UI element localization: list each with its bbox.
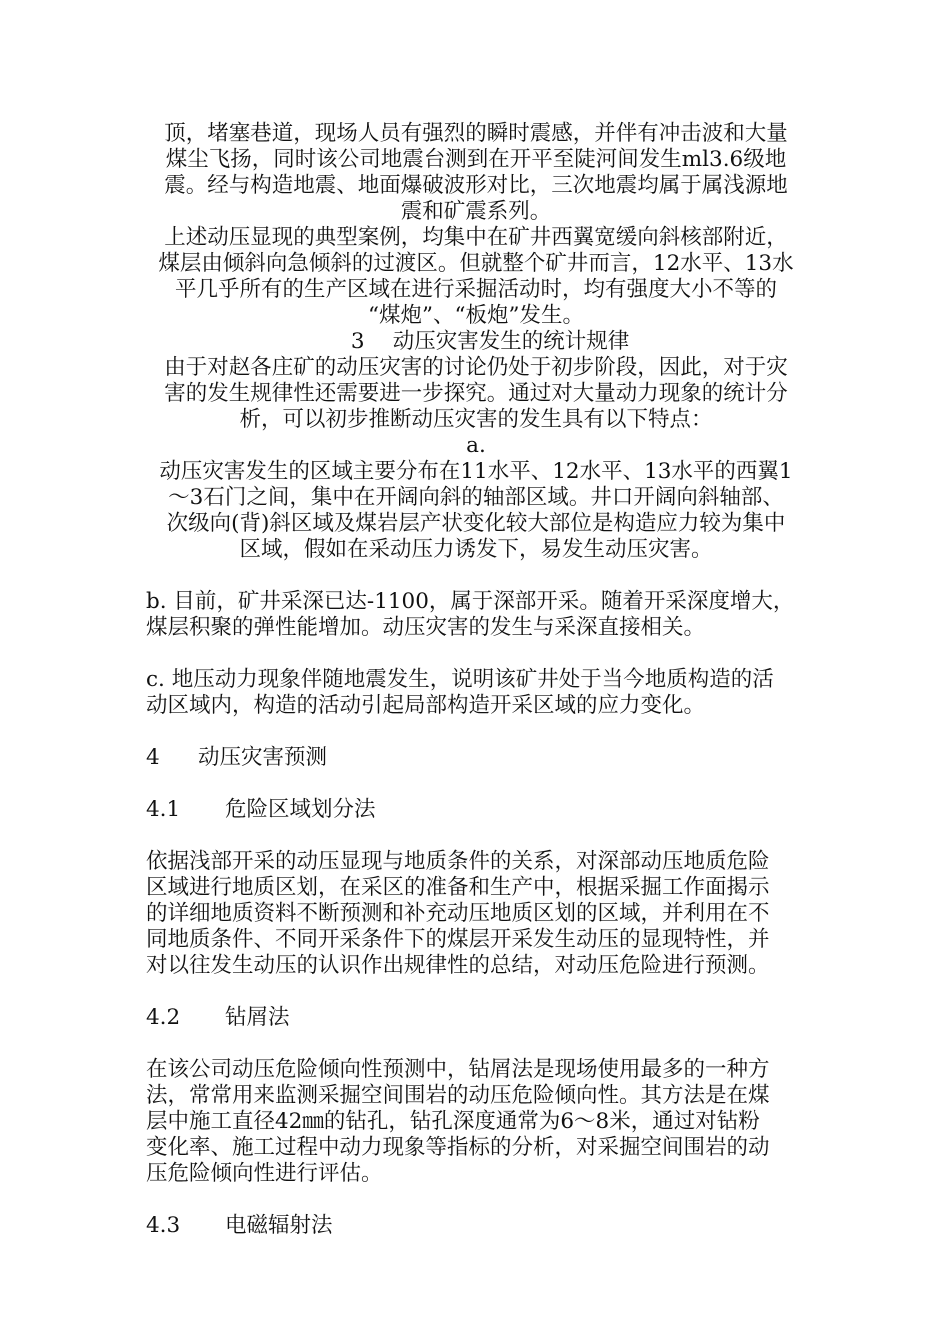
section-title: 动压灾害发生的统计规律: [392, 329, 630, 354]
text-line: c. 地压动力现象伴随地震发生，说明该矿井处于当今地质构造的活: [146, 667, 774, 692]
paragraph-typical-cases: [146, 225, 806, 329]
section-heading-4: [146, 745, 806, 771]
text-line: 动压灾害发生的区域主要分布在11水平、12水平、13水平的西翼1: [159, 459, 793, 484]
text-line: 析，可以初步推断动压灾害的发生具有以下特点：: [239, 407, 713, 432]
text-line: 平几乎所有的生产区域在进行采掘活动时，均有强度大小不等的: [174, 277, 777, 302]
text-line: 区域进行地质区划，在采区的准备和生产中，根据采掘工作面揭示: [146, 875, 770, 900]
text-line: 煤层由倾斜向急倾斜的过渡区。但就整个矿井而言，12水平、13水: [158, 251, 794, 276]
text-line: 动区域内，构造的活动引起局部构造开采区域的应力变化。: [146, 693, 706, 718]
section-number: 4.3: [146, 1213, 181, 1238]
text-line: “煤炮”、“板炮”发生。: [368, 303, 584, 328]
text-line: 依据浅部开采的动压显现与地质条件的关系，对深部动压地质危险: [146, 849, 770, 874]
text-line: 在该公司动压危险倾向性预测中，钻屑法是现场使用最多的一种方: [146, 1057, 770, 1082]
paragraph-statistics-intro: [146, 355, 806, 433]
text-line: 对以往发生动压的认识作出规律性的总结，对动压危险进行预测。: [146, 953, 770, 978]
text-line: 顶，堵塞巷道，现场人员有强烈的瞬时震感，并伴有冲击波和大量: [164, 121, 788, 146]
paragraph-earthquake-event: [146, 121, 806, 225]
section-heading-3: [146, 329, 806, 355]
text-line: ～3石门之间，集中在开阔向斜的轴部区域。井口开阔向斜轴部、: [168, 485, 784, 510]
text-line: 法，常常用来监测采掘空间围岩的动压危险倾向性。其方法是在煤: [146, 1083, 770, 1108]
text-line: 区域，假如在采动压力诱发下，易发生动压灾害。: [239, 537, 713, 562]
text-line: 变化率、施工过程中动力现象等指标的分析，对采掘空间围岩的动: [146, 1135, 770, 1160]
text-line: 压危险倾向性进行评估。: [146, 1161, 383, 1186]
list-item-b: [146, 589, 806, 641]
section-heading-4-3: [146, 1213, 806, 1239]
paragraph-hazard-zoning: [146, 849, 806, 979]
section-title: 钻屑法: [225, 1005, 290, 1030]
text-line: 层中施工直径42㎜的钻孔，钻孔深度通常为6～8米，通过对钻粉: [146, 1109, 760, 1134]
text-line: 的详细地质资料不断预测和补充动压地质区划的区域，并利用在不: [146, 901, 770, 926]
section-number: 4.1: [146, 797, 181, 822]
section-heading-4-2: [146, 1005, 806, 1031]
section-number: 3: [350, 329, 365, 354]
text-line: 煤尘飞扬，同时该公司地震台测到在开平至陡河间发生ml3.6级地: [165, 147, 787, 172]
section-title: 电磁辐射法: [225, 1213, 333, 1238]
text-line: 震。经与构造地震、地面爆破波形对比，三次地震均属于属浅源地: [164, 173, 788, 198]
paragraph-drilling-cuttings: [146, 1057, 806, 1187]
text-line: 由于对赵各庄矿的动压灾害的讨论仍处于初步阶段，因此，对于灾: [164, 355, 788, 380]
list-item-label-a: a.: [466, 433, 486, 458]
document-page: [146, 121, 806, 1239]
section-title: 动压灾害预测: [198, 745, 328, 770]
text-line: 煤层积聚的弹性能增加。动压灾害的发生与采深直接相关。: [146, 615, 706, 640]
text-line: 次级向(背)斜区域及煤岩层产状变化较大部位是构造应力较为集中: [166, 511, 786, 536]
text-line: 害的发生规律性还需要进一步探究。通过对大量动力现象的统计分: [164, 381, 788, 406]
section-heading-4-1: [146, 797, 806, 823]
text-line: 上述动压显现的典型案例，均集中在矿井西翼宽缓向斜核部附近，: [164, 225, 788, 250]
text-line: b. 目前，矿井采深已达-1100，属于深部开采。随着开采深度增大，: [146, 589, 795, 614]
list-item-c: [146, 667, 806, 719]
text-line: 同地质条件、不同开采条件下的煤层开采发生动压的显现特性，并: [146, 927, 770, 952]
section-title: 危险区域划分法: [225, 797, 376, 822]
text-line: 震和矿震系列。: [400, 199, 552, 224]
list-item-a: [146, 459, 806, 563]
section-number: 4.2: [146, 1005, 181, 1030]
section-number: 4: [146, 745, 160, 770]
